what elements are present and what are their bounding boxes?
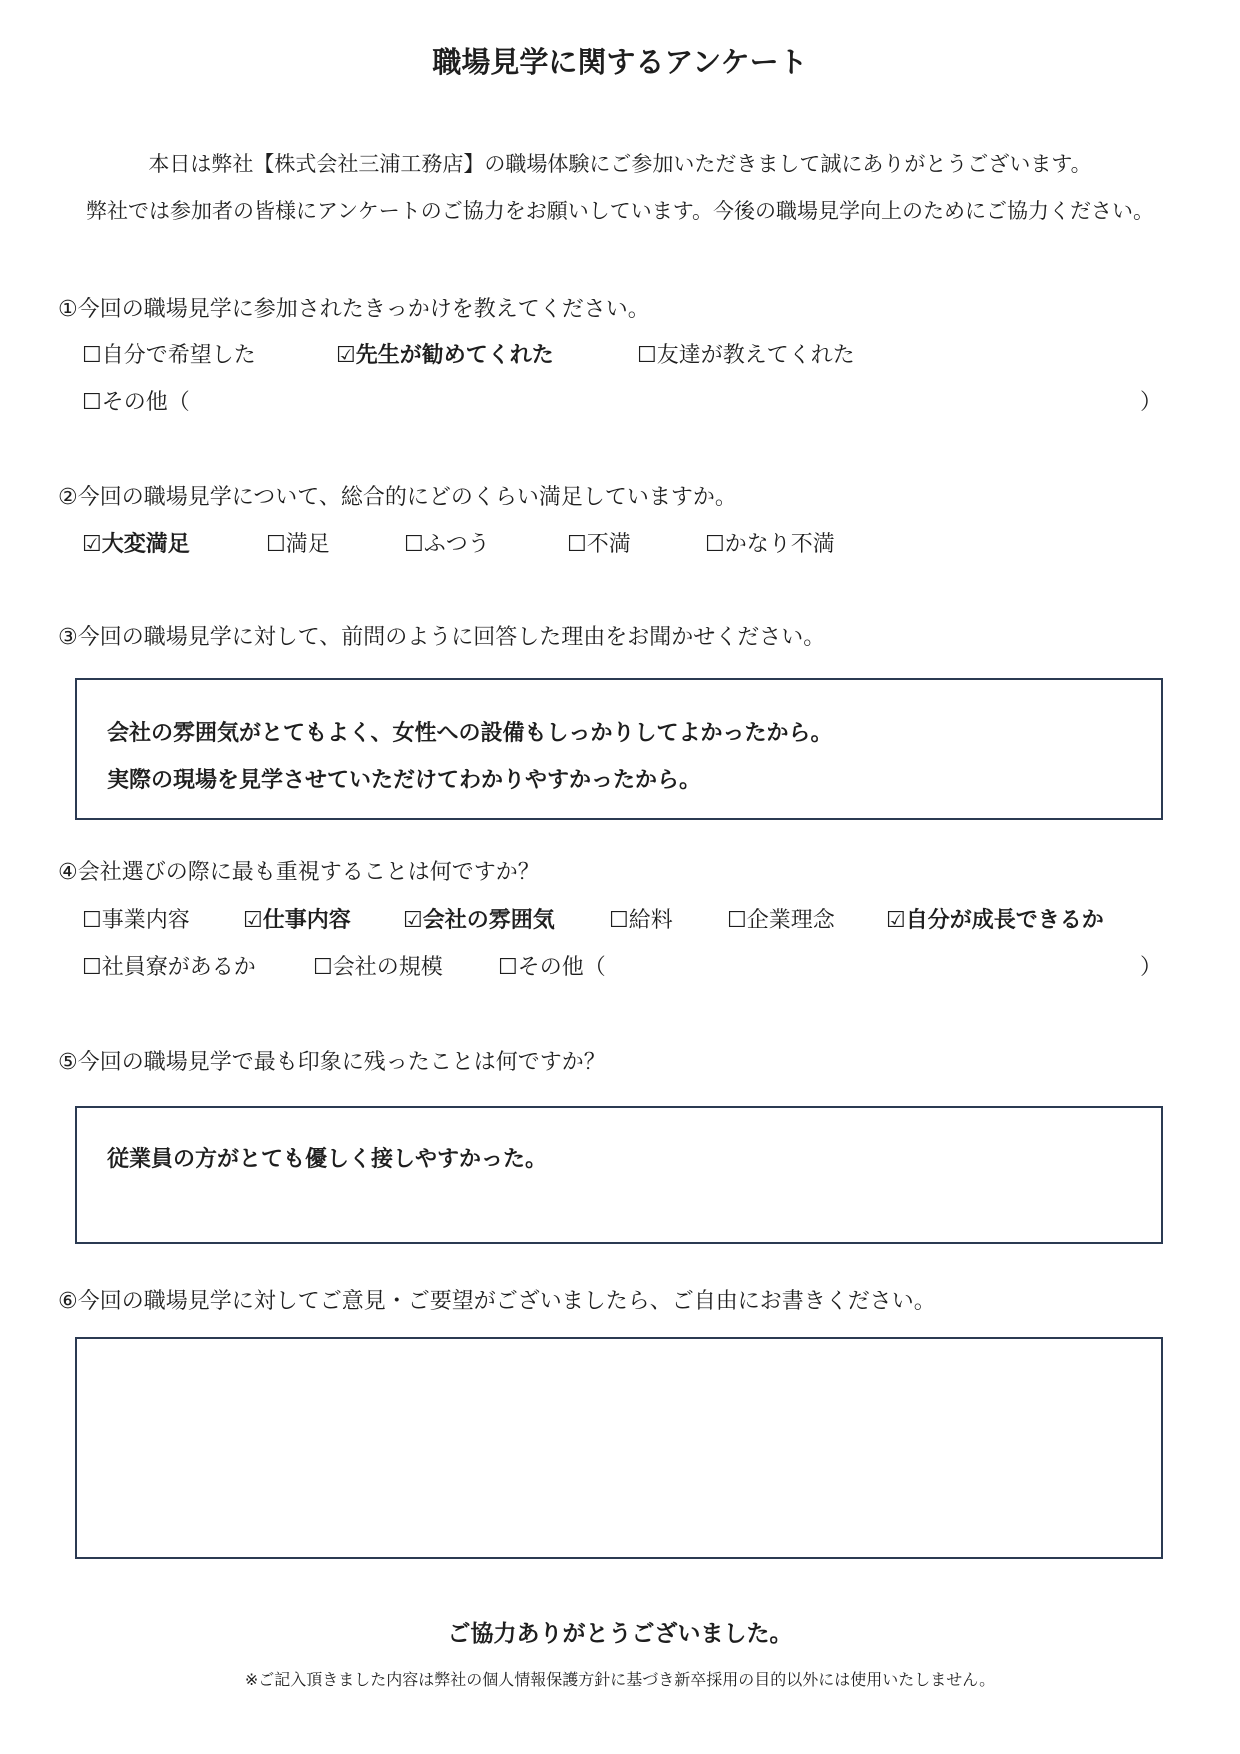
q2-option-satisfied[interactable]: ☐満足 <box>266 532 330 557</box>
q4-option-business[interactable]: ☐事業内容 <box>82 908 190 933</box>
question-1: ①今回の職場見学に参加されたきっかけを教えてください。 <box>58 297 650 322</box>
q4-option-company-size[interactable]: ☐会社の規模 <box>313 955 443 980</box>
q3-answer-box[interactable] <box>75 678 1163 820</box>
question-4: ④会社選びの際に最も重視することは何ですか？ <box>58 860 540 885</box>
q1-option-self[interactable]: ☐自分で希望した <box>82 343 256 368</box>
thanks-message: ご協力ありがとうございました。 <box>447 1621 793 1647</box>
q1-option-friend[interactable]: ☐友達が教えてくれた <box>637 343 855 368</box>
q2-option-neutral[interactable]: ☐ふつう <box>404 532 490 557</box>
q4-option-philosophy[interactable]: ☐企業理念 <box>727 908 835 933</box>
q2-option-very-dissatisfied[interactable]: ☐かなり不満 <box>705 532 835 557</box>
q1-option-other[interactable]: ☐その他（ <box>82 390 190 415</box>
intro-line-1: 本日は弊社【株式会社三浦工務店】の職場体験にご参加いただきまして誠にありがとうございます。 <box>148 152 1092 176</box>
question-5: ⑤今回の職場見学で最も印象に残ったことは何ですか？ <box>58 1050 606 1075</box>
question-6: ⑥今回の職場見学に対してご意見・ご要望がございましたら、ご自由にお書きください。 <box>58 1289 936 1314</box>
q4-option-other[interactable]: ☐その他（ <box>498 955 606 980</box>
question-3: ③今回の職場見学に対して、前問のように回答した理由をお聞かせください。 <box>58 625 826 650</box>
q1-other-close-paren: ） <box>1140 390 1163 415</box>
q4-option-salary[interactable]: ☐給料 <box>609 908 673 933</box>
q5-answer-box[interactable] <box>75 1106 1163 1244</box>
q5-answer-line-1: 従業員の方がとても優しく接しやすかった。 <box>107 1147 548 1172</box>
q3-answer-line-1: 会社の雰囲気がとてもよく、女性への設備もしっかりしてよかったから。 <box>107 721 833 746</box>
q4-option-work[interactable]: ☑仕事内容 <box>243 908 351 933</box>
q4-option-atmosphere[interactable]: ☑会社の雰囲気 <box>403 908 555 933</box>
q3-answer-line-2: 実際の現場を見学させていただけてわかりやすかったから。 <box>107 768 702 793</box>
q4-option-dormitory[interactable]: ☐社員寮があるか <box>82 955 256 980</box>
q4-other-close-paren: ） <box>1140 955 1163 980</box>
q4-option-growth[interactable]: ☑自分が成長できるか <box>886 908 1104 933</box>
q1-option-teacher[interactable]: ☑先生が勧めてくれた <box>336 343 554 368</box>
q6-answer-box[interactable] <box>75 1337 1163 1559</box>
privacy-note: ※ご記入頂きました内容は弊社の個人情報保護方針に基づき新卒採用の目的以外には使用いたしません。 <box>244 1670 996 1689</box>
q2-option-dissatisfied[interactable]: ☐不満 <box>567 532 631 557</box>
page-title: 職場見学に関するアンケート <box>432 45 808 79</box>
q2-option-very-satisfied[interactable]: ☑大変満足 <box>82 532 190 557</box>
intro-line-2: 弊社では参加者の皆様にアンケートのご協力をお願いしています。今後の職場見学向上のためにご協力ください。 <box>85 199 1155 223</box>
question-2: ②今回の職場見学について、総合的にどのくらい満足していますか。 <box>58 485 737 510</box>
